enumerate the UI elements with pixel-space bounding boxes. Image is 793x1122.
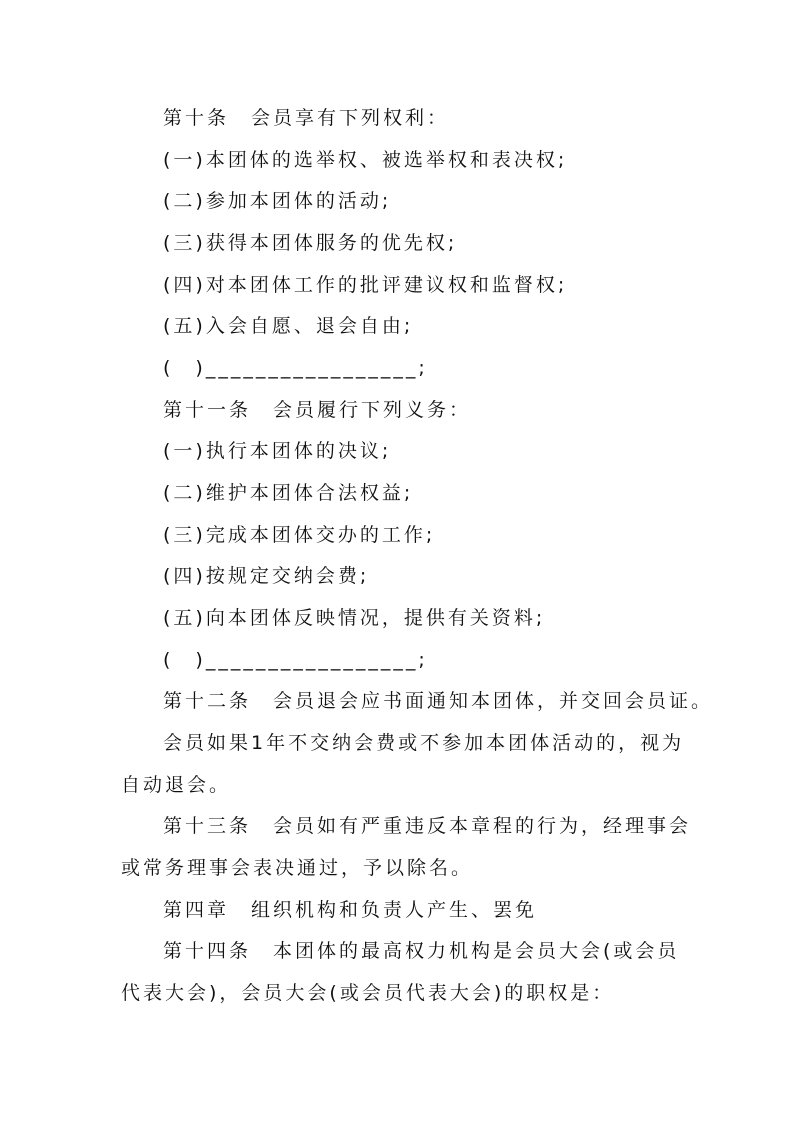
article-11-item-1: (一)执行本团体的决议;: [163, 440, 392, 462]
article-11-blank-item: ( )_________________;: [163, 649, 428, 671]
article-13-line-1: 第十三条 会员如有严重违反本章程的行为，经理事会: [163, 815, 692, 837]
article-10-item-2: (二)参加本团体的活动;: [163, 190, 392, 212]
article-12-paragraph: 第十二条 会员退会应书面通知本团体，并交回会员证。: [163, 690, 714, 712]
article-12-continued-line-1: 会员如果1年不交纳会费或不参加本团体活动的，视为: [163, 732, 685, 754]
article-11-heading: 第十一条 会员履行下列义务：: [163, 399, 472, 421]
article-10-item-5: (五)入会自愿、退会自由;: [163, 315, 414, 337]
article-11-item-2: (二)维护本团体合法权益;: [163, 482, 414, 504]
article-10-item-4: (四)对本团体工作的批评建议权和监督权;: [163, 274, 568, 296]
article-13-line-2: 或常务理事会表决通过，予以除名。: [121, 857, 474, 879]
article-10-item-3: (三)获得本团体服务的优先权;: [163, 232, 458, 254]
article-11-item-3: (三)完成本团体交办的工作;: [163, 524, 436, 546]
article-10-blank-item: ( )_________________;: [163, 357, 428, 379]
article-10-heading: 第十条 会员享有下列权利：: [163, 107, 450, 129]
article-14-line-1: 第十四条 本团体的最高权力机构是会员大会(或会员: [163, 940, 680, 962]
article-11-item-4: (四)按规定交纳会费;: [163, 565, 370, 587]
chapter-4-heading: 第四章 组织机构和负责人产生、罢免: [163, 899, 538, 921]
article-10-item-1: (一)本团体的选举权、被选举权和表决权;: [163, 149, 568, 171]
article-14-line-2: 代表大会)，会员大会(或会员代表大会)的职权是：: [121, 982, 615, 1004]
article-12-continued-line-2: 自动退会。: [121, 774, 232, 796]
article-11-item-5: (五)向本团体反映情况，提供有关资料;: [163, 607, 546, 629]
